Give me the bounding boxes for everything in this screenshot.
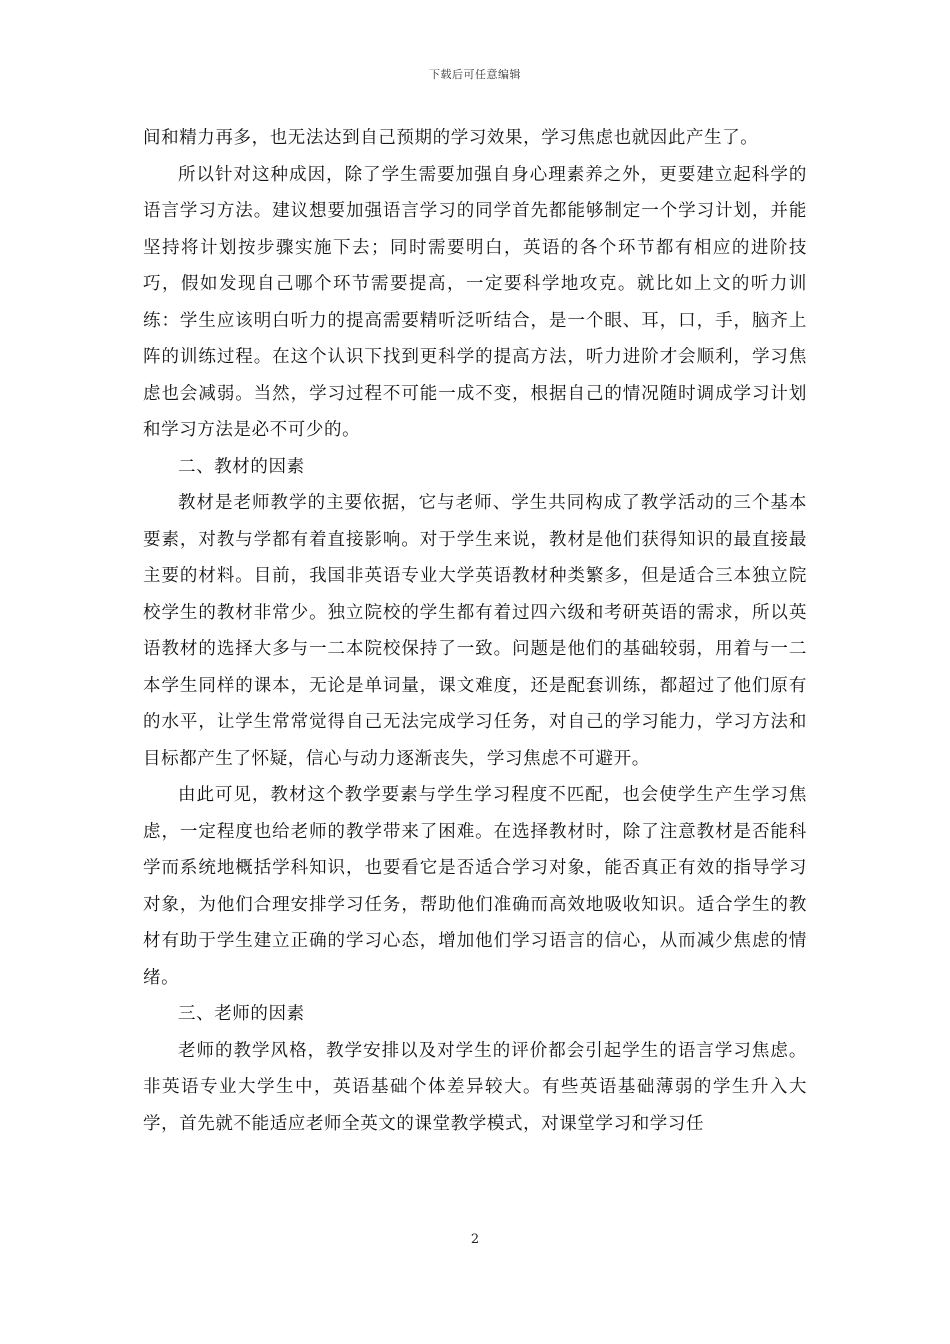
section-heading-teacher: 三、老师的因素 (178, 1004, 305, 1024)
paragraph-method: 所以针对这种成因，除了学生需要加强自身心理素养之外，更要建立起科学的语言学习方法。建议想要加强语言学习的同学首先都能够制定一个学习计划，并能坚持将计划按步骤实施下去；同时需要明白，英语的各个环节都有相应的进阶技巧，假如发现自己哪个环节需要提高，一定要科学地攻克。就比如上文的听力训练：学生应该明白听力的提高需要精听泛听结合，是一个眼、耳，口，手，脑齐上阵的训练过程。在这个认识下找到更科学的提高方法，听力进阶才会顺利，学习焦虑也会减弱。当然，学习过程不可能一成不变，根据自己的情况随时调成学习计划和学习方法是必不可少的。 (143, 164, 807, 440)
section-heading-textbook: 二、教材的因素 (178, 456, 305, 477)
document-body (143, 120, 807, 1142)
paragraph-textbook: 教材是老师教学的主要依据，它与老师、学生共同构成了教学活动的三个基本要素，对教与学都有着直接影响。对于学生来说，教材是他们获得知识的最直接最主要的材料。目前，我国非英语专业大学英语教材种类繁多，但是适合三本独立院校学生的教材非常少。独立院校的学生都有着过四六级和考研英语的需求，所以英语教材的选择大多与一二本院校保持了一致。问题是他们的基础较弱，用着与一二本学生同样的课本，无论是单词量，课文难度，还是配套训练，都超过了他们原有的水平，让学生常常觉得自己无法完成学习任务，对自己的学习能力，学习方法和目标都产生了怀疑，信心与动力逐渐丧失，学习焦虑不可避开。 (143, 493, 807, 769)
paragraph-textbook-conclusion: 由此可见，教材这个教学要素与学生学习程度不匹配，也会使学生产生学习焦虑，一定程度也给老师的教学带来了困难。在选择教材时，除了注意教材是否能科学而系统地概括学科知识，也要看它是否适合学习对象，能否真正有效的指导学习对象，为他们合理安排学习任务，帮助他们准确而高效地吸收知识。适合学生的教材有助于学生建立正确的学习心态，增加他们学习语言的信心，从而减少焦虑的情绪。 (143, 785, 807, 988)
paragraph-continuation: 间和精力再多，也无法达到自己预期的学习效果，学习焦虑也就因此产生了。 (143, 128, 759, 148)
paragraph-teacher: 老师的教学风格，教学安排以及对学生的评价都会引起学生的语言学习焦虑。非英语专业大学生中，英语基础个体差异较大。有些英语基础薄弱的学生升入大学，首先就不能适应老师全英文的课堂教学模式，对课堂学习和学习任 (143, 1040, 807, 1134)
page-header: 下载后可任意编辑 (429, 68, 521, 81)
page-number: 2 (470, 1232, 480, 1247)
